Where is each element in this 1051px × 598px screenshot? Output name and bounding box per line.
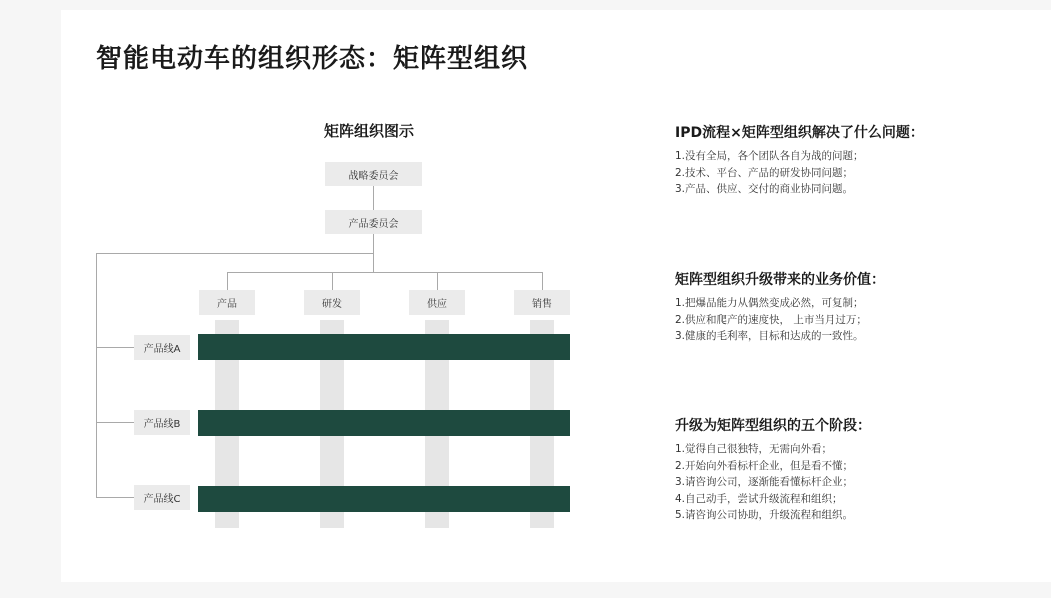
section-title: IPD流程×矩阵型组织解决了什么问题： <box>675 125 924 141</box>
connector-line <box>332 272 333 290</box>
connector-line <box>96 497 134 498</box>
function-box-sales: 销售 <box>514 290 570 315</box>
list-item: 4.自己动手，尝试升级流程和组织； <box>675 492 843 505</box>
strategy-committee-box: 战略委员会 <box>325 162 422 186</box>
connector-line <box>227 272 228 290</box>
list-item: 2.开始向外看标杆企业，但是看不懂； <box>675 459 854 472</box>
product-line-c-box: 产品线C <box>134 485 190 510</box>
connector-line <box>227 272 543 273</box>
diagram-title: 矩阵组织图示 <box>324 122 415 140</box>
section-title: 升级为矩阵型组织的五个阶段： <box>675 418 871 434</box>
list-item: 3.健康的毛利率，目标和达成的一致性。 <box>675 330 864 342</box>
list-item: 2.供应和爬产的速度快， 上市当月过万； <box>675 313 867 326</box>
function-box-rd: 研发 <box>304 290 360 315</box>
function-box-supply: 供应 <box>409 290 465 315</box>
section-five-stages <box>675 415 871 524</box>
product-line-band <box>198 410 570 436</box>
product-committee-box: 产品委员会 <box>325 210 422 234</box>
section-problems-solved <box>675 122 924 198</box>
section-business-value <box>675 269 885 345</box>
list-item: 3.请咨询公司，逐渐能看懂标杆企业； <box>675 476 854 488</box>
connector-line <box>96 422 134 423</box>
connector-line <box>96 347 134 348</box>
page-title: 智能电动车的组织形态：矩阵型组织 <box>96 44 529 74</box>
product-line-a-box: 产品线A <box>134 335 190 360</box>
list-item: 1.觉得自己很独特，无需向外看； <box>675 443 833 455</box>
connector-line <box>96 253 374 254</box>
list-item: 2.技术、平台、产品的研发协同问题； <box>675 166 854 179</box>
connector-line <box>96 253 97 498</box>
product-line-b-box: 产品线B <box>134 410 190 435</box>
connector-line <box>437 272 438 290</box>
list-item: 1.没有全局，各个团队各自为战的问题； <box>675 150 864 162</box>
product-line-band <box>198 334 570 360</box>
list-item: 1.把爆品能力从偶然变成必然，可复制； <box>675 297 864 309</box>
function-box-product: 产品 <box>199 290 255 315</box>
product-line-band <box>198 486 570 512</box>
list-item: 5.请咨询公司协助，升级流程和组织。 <box>675 509 854 521</box>
section-title: 矩阵型组织升级带来的业务价值： <box>675 272 885 288</box>
connector-line <box>542 272 543 290</box>
list-item: 3.产品、供应、交付的商业协同问题。 <box>675 183 854 195</box>
connector-line <box>373 186 374 210</box>
